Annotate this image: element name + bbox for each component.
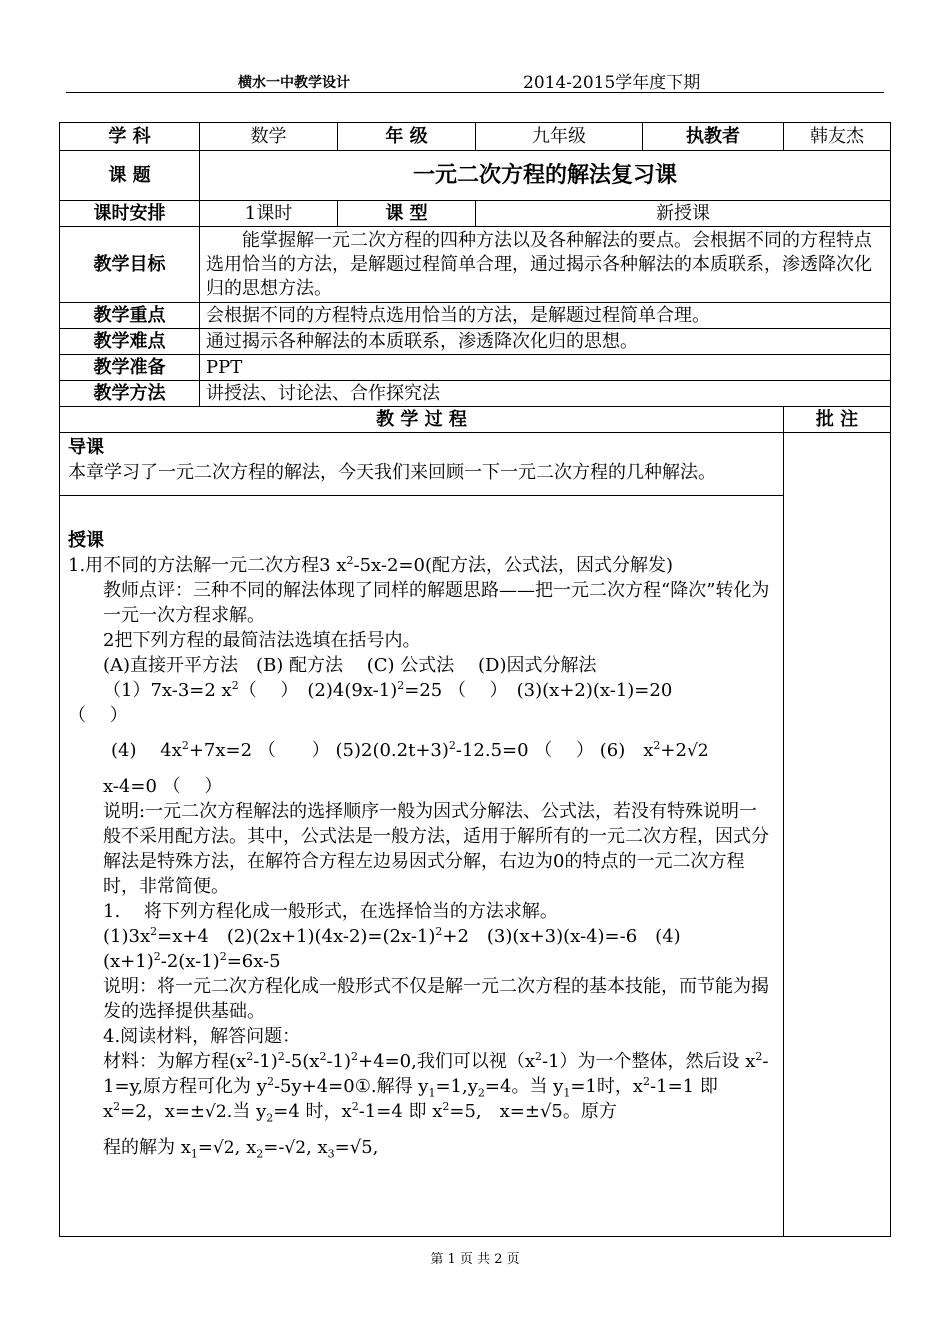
process-content [60,433,784,1237]
intro-title: 导课 [68,437,104,458]
equations-row-3: x-4=0 （ ） [103,776,223,797]
header-school: 横水一中教学设计 [238,75,350,91]
notes-column [784,433,891,1237]
intro-text: 本章学习了一元二次方程的解法，今天我们来回顾一下一元二次方程的几种解法。 [68,462,716,483]
equations-row-1-cont: （ ） [68,705,128,726]
method-label: 教学方法 [60,381,200,407]
key-label: 教学重点 [60,303,200,329]
method-value: 讲授法、讨论法、合作探究法 [200,381,891,407]
process-heading: 教 学 过 程 [60,407,784,433]
reading-material: 材料：为解方程$(x^2-1)^2-5(x^2-1)^2+4=0$,我们可以视$(x^2-1)$为一个整体，然后设 $x^2-1=y$,原方程可化为 $y^2-5y+4=0①$.解得 $y_1=1,y_2=4$。当 $y_1=1$时，$x^2-1=1$ 即 $x^2=2$，x=±√2.当 $y_2=4$ 时，$x^2-1=4$ 即 $x^2=5$, x=±√5。原方 [103,1050,769,1125]
notes-heading: 批 注 [784,407,891,433]
method-options: (A)直接开平方法 (B) 配方法 (C) 公式法 (D)因式分解法 [103,655,597,676]
question-3: 1. 将下列方程化成一般形式，在选择恰当的方法求解。 [103,901,558,922]
equations-row-1: （1）7x-3=2 $x^2$（ ） $(2)4(9x-1)^2=25$ （ ） (3)(x+2)(x-1)=20 [103,679,673,701]
question-1: 1.用不同的方法解一元二次方程3 $x^2-5x-2=0$(配方法，公式法，因式分解发) [68,554,673,576]
teacher-value: 韩友杰 [784,123,891,151]
subject-label: 学 科 [60,123,200,151]
prep-value: PPT [200,355,891,381]
question-3-equations-cont: $(x+1)^2-2(x-1)^2=6x-5$ [103,950,281,972]
topic-value: 一元二次方程的解法复习课 [200,151,891,201]
difficulty-value: 通过揭示各种解法的本质联系，渗透降次化归的思想。 [200,329,891,355]
grade-label: 年 级 [338,123,476,151]
intro-section [60,433,783,485]
sqrt-two: √2 [686,741,709,761]
question-4: 4.阅读材料，解答问题： [103,1026,301,1047]
lesson-plan-table [59,122,891,1237]
topic-label: 课 题 [60,151,200,201]
goal-label: 教学目标 [60,227,200,303]
hours-label: 课时安排 [60,201,200,227]
teacher-comment: 教师点评：三种不同的解法体现了同样的解题思路——把一元二次方程“降次”转化为一元一次方程求解。 [103,580,770,626]
question-2: 2把下列方程的最简洁法选填在括号内。 [103,630,421,651]
prep-label: 教学准备 [60,355,200,381]
type-label: 课 型 [338,201,476,227]
type-value: 新授课 [476,201,891,227]
goal-value: 能掌握解一元二次方程的四种方法以及各种解法的要点。会根据不同的方程特点选用恰当的方法，是解题过程简单合理，通过揭示各种解法的本质联系，渗透降次化归的思想方法。 [200,227,891,303]
grade-value: 九年级 [476,123,643,151]
equations-row-2: (4) $4x^2+7x=2$ （ ） $(5)2(0.2t+3)^2-12.5=0$ （ ） (6) $x^2+2√2$ [111,739,709,761]
header-term: 2014-2015学年度下期 [523,73,701,93]
hours-value: 1课时 [200,201,338,227]
key-value: 会根据不同的方程特点选用恰当的方法，是解题过程简单合理。 [200,303,891,329]
page-footer: 第 1 页 共 2 页 [430,1252,520,1267]
header-rule [66,92,884,93]
teacher-label: 执教者 [643,123,784,151]
subject-value: 数学 [200,123,338,151]
explanation-2: 说明：将一元二次方程化成一般形式不仅是解一元二次方程的基本技能，而节能为揭发的选择提供基础。 [103,976,769,1022]
reading-material-solution: 程的解为 $x_1=√2$, $x_2=-√2$, $x_3=√5$, [103,1137,379,1161]
question-3-equations: $(1)3x^2=x+4$ $(2)(2x+1)(4x-2)=(2x-1)^2+2$ (3)(x+3)(x-4)=-6 (4) [103,925,681,947]
explanation-1: 说明:一元二次方程解法的选择顺序一般为因式分解法、公式法，若没有特殊说明一般不采用配方法。其中，公式法是一般方法，适用于解所有的一元二次方程，因式分解法是特殊方法，在解符合方程左边易因式分解，右边为0的特点的一元二次方程时，非常简便。 [103,801,769,897]
lesson-section [60,496,783,1161]
difficulty-label: 教学难点 [60,329,200,355]
lesson-title: 授课 [68,530,104,551]
